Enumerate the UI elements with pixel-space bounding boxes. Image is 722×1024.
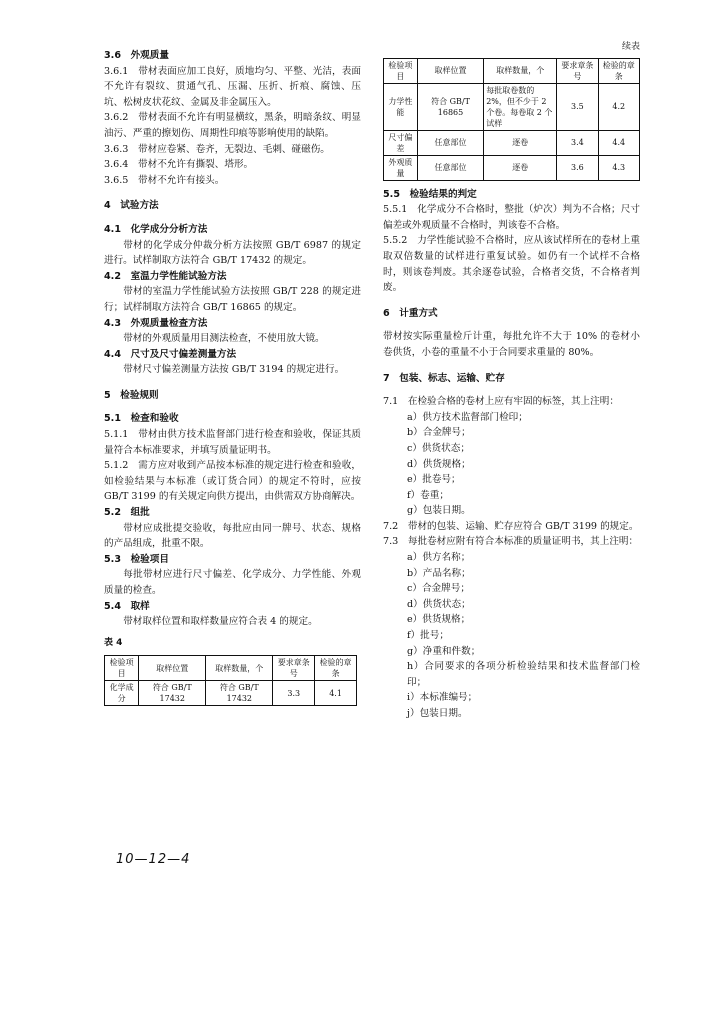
table4-header: 检验项目 [105,656,139,681]
chapter-heading: 6 计重方式 [383,307,438,319]
page-number: 10—12—4 [116,852,191,867]
list-item: h）合同要求的各项分析检验结果和技术监督部门检印； [407,661,640,688]
paragraph: 5.1.2 需方应对收到产品按本标准的规定进行检查和验收，如检验结果与本标准（或订货合同）的规定不符时，应按 GB/T 3199 的有关规定向供方提出，由供需双方协商解决。 [104,460,361,503]
list-item: b）合金牌号； [407,427,471,439]
paragraph: 7.3 每批卷材应附有符合本标准的质量证明书，其上注明： [383,536,639,548]
table-cell: 任意部位 [417,155,483,180]
section-heading: 3.6 外观质量 [104,50,169,61]
section-heading: 4.3 外观质量检查方法 [104,317,208,329]
table-cont-header: 要求章条号 [557,58,598,83]
list-item: d）供货规格； [407,458,471,470]
section-heading: 4.1 化学成分分析方法 [104,223,208,235]
table-cell: 逐卷 [484,155,557,180]
table-cont-header: 检验的章条 [598,58,639,83]
section-heading: 5.5 检验结果的判定 [383,188,477,200]
continued-label: 续表 [621,42,640,52]
list-item: b）产品名称； [407,567,471,579]
paragraph: 7.2 带材的包装、运输、贮存应符合 GB/T 3199 的规定。 [383,520,639,532]
list-item: e）供货规格； [407,614,471,626]
table4-header: 要求章条号 [273,656,315,681]
section-heading: 4.2 室温力学性能试验方法 [104,270,227,282]
chapter-heading: 7 包装、标志、运输、贮存 [383,372,505,384]
left-column [104,48,361,706]
paragraph: 带材取样位置和取样数量应符合表 4 的规定。 [123,616,318,628]
paragraph: 5.5.1 化学成分不合格时，整批（炉次）判为不合格；尺寸偏差或外观质量不合格时，判该卷不合格。 [383,204,640,231]
list-item: f）批号； [407,630,449,642]
section-heading: 5.1 检查和验收 [104,413,179,425]
left-text-flow [104,48,361,630]
paragraph: 3.6.4 带材不允许有撕裂、塔形。 [104,159,254,171]
table-cell: 3.6 [557,155,598,180]
list-item: g）净重和件数； [407,645,481,657]
list-item: d）供货状态； [407,598,471,610]
table-row [384,83,640,130]
table-cell: 逐卷 [484,130,557,155]
table-cell: 3.5 [557,83,598,130]
table-cell: 每批取卷数的 2%，但不少于 2 个卷。每卷取 2 个试样 [484,83,557,130]
paragraph: 5.5.2 力学性能试验不合格时，应从该试样所在的卷材上重取双倍数量的试样进行重复试验。如仍有一个试样不合格时，则该卷判废。其余逐卷试验，合格者交货，不合格者判废。 [383,235,640,294]
paragraph: 带材的室温力学性能试验方法按照 GB/T 228 的规定进行；试样制取方法符合 GB/T 16865 的规定。 [104,286,361,313]
paragraph: 每批带材应进行尺寸偏差、化学成分、力学性能、外观质量的检查。 [104,569,361,596]
table-cell: 4.3 [598,155,639,180]
right-column [383,40,640,722]
list-item: c）合金牌号； [407,583,470,595]
list-item: j）包装日期。 [407,708,468,719]
list-item: g）包装日期。 [407,505,471,517]
table4-header: 取样数量，个 [206,656,273,681]
table-row [384,155,640,180]
paragraph: 7.1 在检验合格的卷材上应有牢固的标签，其上注明： [383,396,619,408]
table-cell: 4.2 [598,83,639,130]
paragraph: 带材尺寸偏差测量方法按 GB/T 3194 的规定进行。 [123,364,345,376]
table-cell: 4.4 [598,130,639,155]
table-cell: 3.3 [273,681,315,706]
section-heading: 5.3 检验项目 [104,553,169,565]
paragraph: 带材的外观质量用目测法检查，不使用放大镜。 [123,333,325,345]
paragraph: 带材按实际重量检斤计重，每批允许不大于 10% 的卷材小卷供货，小卷的重量不小于合同要求重量的 80%。 [383,331,640,358]
table-cell: 4.1 [315,681,357,706]
table-cont-header: 检验项目 [384,58,418,83]
table-4-continued [383,58,640,181]
list-item: i）本标准编号； [407,692,478,704]
paragraph: 3.6.3 带材应卷紧、卷齐，无裂边、毛刺、碰磁伤。 [104,143,330,155]
table-4 [104,655,357,706]
section-heading: 4.4 尺寸及尺寸偏差测量方法 [104,348,237,360]
paragraph: 3.6.5 带材不允许有接头。 [104,174,225,186]
table-cell: 化学成分 [105,681,139,706]
table-row [105,681,357,706]
chapter-heading: 5 检验规则 [104,389,159,401]
list-item: f）卷重； [407,489,449,501]
paragraph: 带材的化学成分仲裁分析方法按照 GB/T 6987 的规定进行。试样制取方法符合 GB/T 17432 的规定。 [104,239,361,267]
table-cell: 任意部位 [417,130,483,155]
paragraph: 3.6.1 带材表面应加工良好，质地均匀、平整、光洁，表面不允许有裂纹、贯通气孔、压漏、压折、折痕、腐蚀、压坑、松树皮状花纹、金属及非金属压入。 [104,65,361,108]
paragraph: 3.6.2 带材表面不允许有明显横纹，黑条，明暗条纹、明显油污、严重的擦划伤、周期性印痕等影响使用的缺陷。 [104,112,361,139]
right-text-flow [383,187,640,722]
table-row [384,130,640,155]
section-heading: 5.2 组批 [104,507,150,519]
list-item: c）供货状态； [407,442,470,454]
table-cell: 尺寸偏差 [384,130,418,155]
table4-header-row [105,656,357,681]
table-cell: 力学性能 [384,83,418,130]
chapter-heading: 4 试验方法 [104,200,159,212]
table-cont-header: 取样数量，个 [484,58,557,83]
paragraph: 带材应成批提交验收，每批应由同一牌号、状态、规格的产品组成，批重不限。 [104,522,361,550]
table-cell: 3.4 [557,130,598,155]
table-cont-header: 取样位置 [417,58,483,83]
list-item: e）批卷号； [407,474,461,486]
table4-title: 表 4 [104,637,123,648]
table-cont-header-row [384,58,640,83]
table-cell: 符合 GB/T 17432 [139,681,206,706]
table4-header: 取样位置 [139,656,206,681]
table-cell: 符合 GB/T 16865 [417,83,483,130]
paragraph: 5.1.1 带材由供方技术监督部门进行检查和验收，保证其质量符合本标准要求，并填写质量证明书。 [104,429,361,456]
table-cell: 符合 GB/T 17432 [206,681,273,706]
table-cell: 外观质量 [384,155,418,180]
table4-header: 检验的章条 [315,656,357,681]
section-heading: 5.4 取样 [104,600,150,612]
list-item: a）供方技术监督部门检印； [407,411,528,423]
list-item: a）供方名称； [407,552,471,564]
